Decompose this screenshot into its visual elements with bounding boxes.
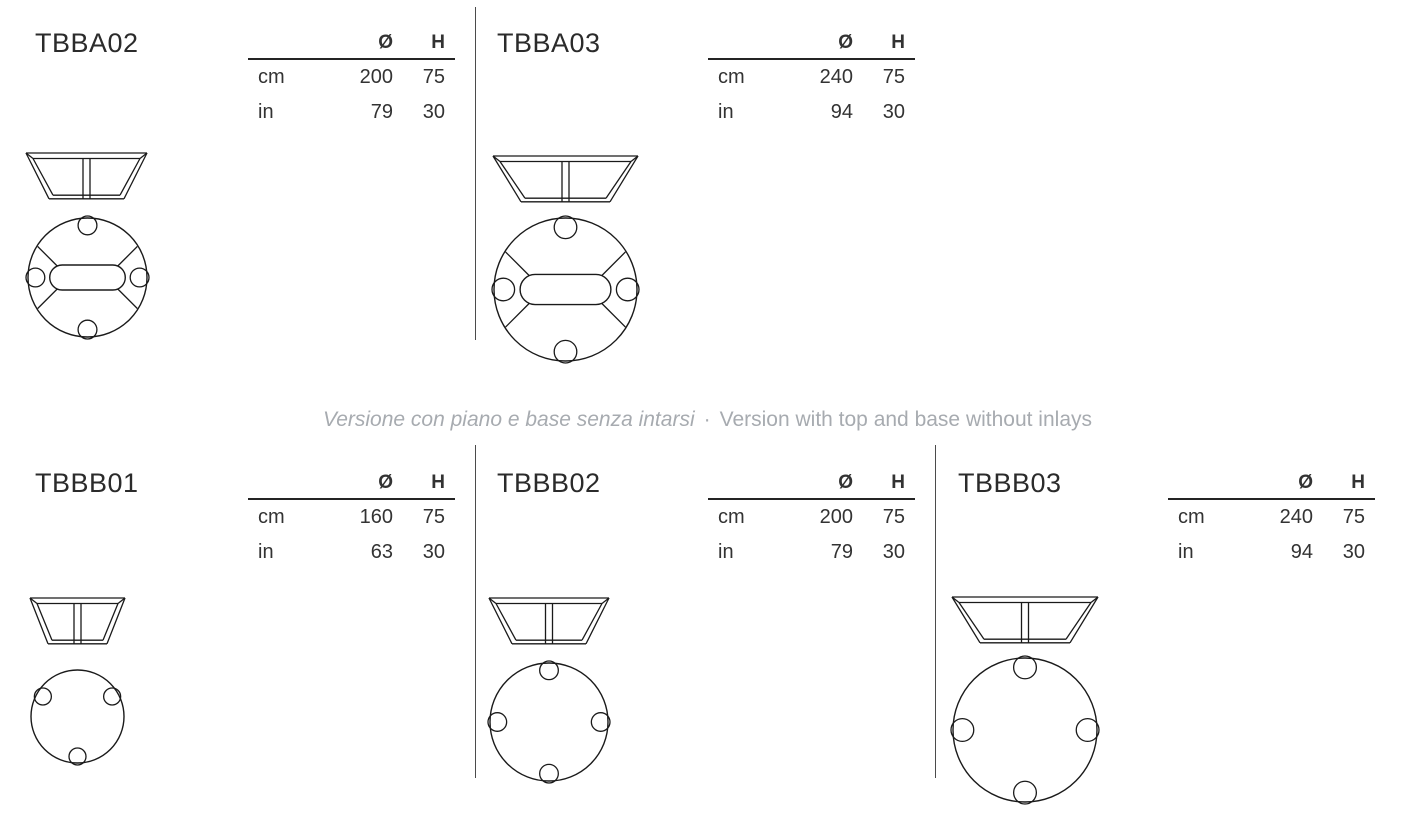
product-code-tbbb03: TBBB03 (958, 468, 1062, 498)
top-view-drawing-tbbb01 (25, 664, 130, 769)
caption-separator: · (703, 408, 711, 431)
top-view-drawing-tbbb03 (947, 652, 1103, 808)
table-row-cm (248, 500, 455, 535)
table-row-cm (1168, 500, 1375, 535)
unit-label: cm (258, 66, 285, 88)
diameter-column-header: Ø (1298, 472, 1313, 493)
product-code-tbbb01: TBBB01 (35, 468, 139, 498)
table-row-cm (708, 60, 915, 95)
height-column-header: H (431, 32, 445, 53)
height-value: 30 (882, 541, 905, 563)
unit-label: in (258, 541, 274, 563)
table-row-in (248, 535, 455, 570)
dimension-table-tbba03 (708, 28, 915, 130)
height-column-header: H (431, 472, 445, 493)
height-column-header: H (1351, 472, 1365, 493)
side-view-drawing-tbbb02 (488, 597, 610, 645)
divider-vertical-top (475, 7, 476, 340)
side-view-drawing-tbba03 (492, 155, 639, 203)
diameter-value: 63 (370, 541, 393, 563)
diameter-column-header: Ø (378, 32, 393, 53)
side-view-drawing-tbbb03 (951, 596, 1099, 644)
unit-label: cm (718, 66, 745, 88)
height-value: 30 (882, 101, 905, 123)
divider-vertical-bottom-left (475, 445, 476, 778)
diameter-value: 240 (819, 66, 853, 88)
table-row-cm (248, 60, 455, 95)
diameter-value: 79 (830, 541, 853, 563)
height-value: 30 (1342, 541, 1365, 563)
product-code-tbba02: TBBA02 (35, 28, 139, 58)
height-value: 30 (422, 541, 445, 563)
table-header-row (708, 468, 915, 498)
height-value: 75 (1342, 506, 1365, 528)
height-value: 75 (422, 506, 445, 528)
top-view-drawing-tbba03 (488, 212, 643, 367)
height-value: 30 (422, 101, 445, 123)
unit-label: in (1178, 541, 1194, 563)
caption-italian: Versione con piano e base senza intarsi (322, 408, 695, 431)
unit-label: in (258, 101, 274, 123)
diameter-value: 200 (819, 506, 853, 528)
table-row-in (708, 95, 915, 130)
side-view-drawing-tbbb01 (29, 597, 126, 645)
dimension-table-tbbb03 (1168, 468, 1375, 570)
dimension-table-tbba02 (248, 28, 455, 130)
unit-label: cm (718, 506, 745, 528)
table-row-in (248, 95, 455, 130)
diameter-column-header: Ø (838, 472, 853, 493)
height-value: 75 (422, 66, 445, 88)
unit-label: in (718, 541, 734, 563)
height-value: 75 (882, 66, 905, 88)
unit-label: cm (1178, 506, 1205, 528)
table-row-cm (708, 500, 915, 535)
product-code-tbba03: TBBA03 (497, 28, 601, 58)
table-row-in (708, 535, 915, 570)
table-header-row (708, 28, 915, 58)
height-column-header: H (891, 32, 905, 53)
product-code-tbbb02: TBBB02 (497, 468, 601, 498)
side-view-drawing-tbba02 (25, 152, 148, 200)
diameter-value: 200 (359, 66, 393, 88)
table-header-row (1168, 468, 1375, 498)
diameter-column-header: Ø (838, 32, 853, 53)
height-value: 75 (882, 506, 905, 528)
dimension-table-tbbb01 (248, 468, 455, 570)
divider-vertical-bottom-right (935, 445, 936, 778)
top-view-drawing-tbba02 (22, 212, 153, 343)
caption-english: Version with top and base without inlays (719, 408, 1093, 431)
diameter-value: 79 (370, 101, 393, 123)
diameter-value: 94 (1290, 541, 1313, 563)
height-column-header: H (891, 472, 905, 493)
diameter-value: 94 (830, 101, 853, 123)
table-header-row (248, 468, 455, 498)
diameter-value: 240 (1279, 506, 1313, 528)
diameter-value: 160 (359, 506, 393, 528)
top-view-drawing-tbbb02 (484, 657, 614, 787)
table-row-in (1168, 535, 1375, 570)
variant-caption (0, 408, 1415, 432)
dimension-table-tbbb02 (708, 468, 915, 570)
table-header-row (248, 28, 455, 58)
diameter-column-header: Ø (378, 472, 393, 493)
unit-label: in (718, 101, 734, 123)
unit-label: cm (258, 506, 285, 528)
